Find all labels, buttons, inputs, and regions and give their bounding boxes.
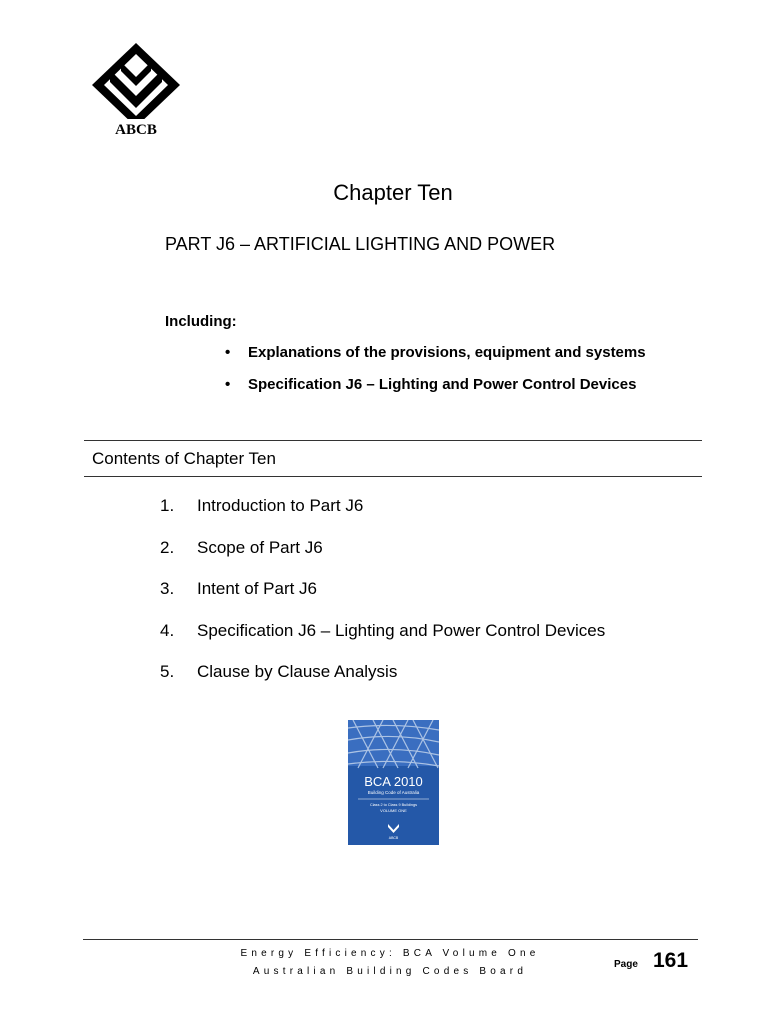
page-number: 161 — [653, 949, 689, 972]
toc-label: Intent of Part J6 — [197, 579, 318, 598]
toc-item[interactable] — [160, 538, 605, 580]
contents-top-rule — [84, 440, 702, 441]
bullet-icon: • — [225, 344, 231, 361]
contents-heading: Contents of Chapter Ten — [92, 449, 276, 468]
cover-publisher: ABCB — [388, 836, 399, 840]
contents-bottom-rule — [84, 476, 702, 477]
toc-item[interactable] — [160, 496, 605, 538]
footer-organization: Australian Building Codes Board — [252, 966, 528, 977]
table-of-contents — [160, 496, 605, 704]
toc-label: Scope of Part J6 — [197, 537, 323, 557]
toc-item[interactable] — [160, 621, 605, 663]
toc-item[interactable] — [160, 662, 605, 704]
part-title: PART J6 – ARTIFICIAL LIGHTING AND POWER — [165, 234, 556, 254]
footer-document-title: Energy Efficiency: BCA Volume One — [240, 948, 540, 959]
cover-illustration — [348, 720, 439, 845]
toc-number: 3. — [160, 579, 175, 598]
footer-rule — [83, 939, 698, 940]
toc-label: Specification J6 – Lighting and Power Control Devices — [197, 620, 606, 640]
page-label: Page — [614, 959, 638, 970]
toc-number: 2. — [160, 537, 175, 557]
cover-volume: VOLUME ONE — [380, 808, 407, 813]
toc-number: 5. — [160, 662, 175, 681]
list-item — [222, 344, 646, 376]
bca-cover-image — [348, 720, 439, 845]
toc-label: Clause by Clause Analysis — [197, 662, 398, 681]
abcb-logo-icon — [88, 40, 184, 138]
included-list — [222, 344, 646, 408]
toc-number: 1. — [160, 496, 175, 515]
cover-subtitle: Building Code of Australia — [367, 790, 420, 795]
cover-title: BCA 2010 — [364, 774, 423, 789]
toc-number: 4. — [160, 620, 175, 640]
cover-class-line: Class 2 to Class 9 Buildings — [369, 803, 418, 807]
toc-label: Introduction to Part J6 — [197, 496, 364, 515]
abcb-logo — [88, 40, 184, 138]
chapter-title: Chapter Ten — [333, 180, 453, 205]
including-label: Including: — [165, 313, 237, 330]
toc-item[interactable] — [160, 579, 605, 621]
logo-text: ABCB — [115, 122, 157, 138]
list-item — [222, 376, 646, 408]
list-item-text: Explanations of the provisions, equipment and systems — [248, 344, 646, 361]
list-item-text: Specification J6 – Lighting and Power Control Devices — [248, 376, 637, 393]
bullet-icon: • — [225, 376, 231, 393]
